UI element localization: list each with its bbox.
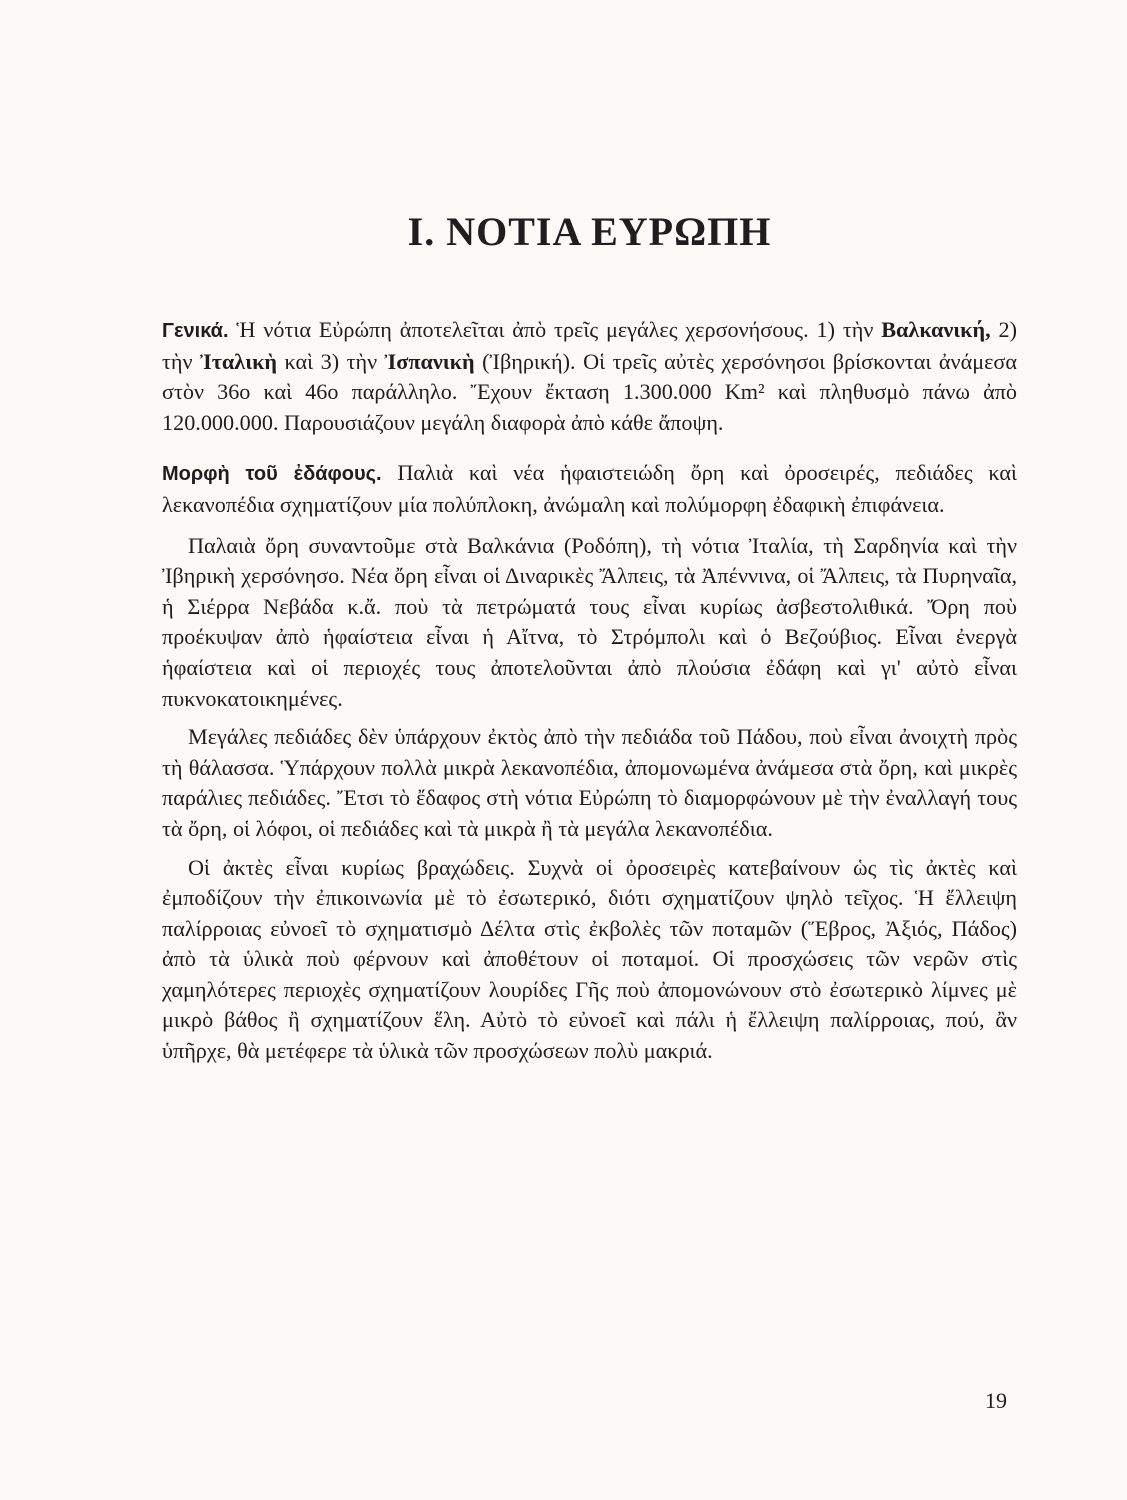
text-terrain: Παλιὰ καὶ νέα ἡφαιστειώδη ὄρη καὶ ὀροσειρές, πεδιάδες καὶ λεκανοπέδια σχηματίζουν μία πολύπλοκη, ἀνώμαλη καὶ πολύμορφη ἐδαφικὴ ἐπιφάνεια. xyxy=(162,460,1018,517)
paragraph-plains: Μεγάλες πεδιάδες δὲν ὑπάρχουν ἐκτὸς ἀπὸ τὴν πεδιάδα τοῦ Πάδου, ποὺ εἶναι ἀνοιχτὴ πρὸς τὴ θάλασσα. Ὑπάρχουν πολλὰ μικρὰ λεκανοπέδια, ἀπομονωμένα ἀνάμεσα στὰ ὄρη, καὶ μικρὲς παράλιες πεδιάδες. Ἔτσι τὸ ἔδαφος στὴ νότια Εὐρώπη τὸ διαμορφώνουν μὲ τὴν ἐναλλαγή τους τὰ ὄρη, οἱ λόφοι, οἱ πεδιάδες καὶ τὰ μικρὰ ἢ τὰ μεγάλα λεκανοπέδια. xyxy=(162,724,1017,841)
paragraph-mountains: Παλαιὰ ὄρη συναντοῦμε στὰ Βαλκάνια (Ροδόπη), τὴ νότια Ἰταλία, τὴ Σαρδηνία καὶ τὴν Ἰβηρικὴ χερσόνησο. Νέα ὄρη εἶναι οἱ Διναρικὲς Ἄλπεις, τὰ Ἀπέννινα, οἱ Ἄλπεις, τὰ Πυρηναῖα, ἡ Σιέρρα Νεβάδα κ.ἄ. ποὺ τὰ πετρώματά τους εἶναι κυρίως ἀσβεστολιθικά. Ὄρη ποὺ προέκυψαν ἀπὸ ἡφαίστεια εἶναι ἡ Αἴτνα, τὸ Στρόμπολι καὶ ὁ Βεζούβιος. Εἶναι ἐνεργὰ ἡφαίστεια καὶ οἱ περιοχές τους ἀποτελοῦνται ἀπὸ πλούσια ἐδάφη καὶ γι' αὐτὸ εἶναι πυκνοκατοικημένες. xyxy=(162,532,1017,711)
term-italian: Ἰταλικὴ xyxy=(200,348,277,374)
paragraph-general xyxy=(162,315,1017,438)
lead-general: Γενικά. xyxy=(162,320,229,342)
term-iberian: Ἰσπανικὴ xyxy=(384,348,475,374)
term-balkan: Βαλκανική, xyxy=(881,317,991,342)
lead-terrain: Μορφὴ τοῦ ἐδάφους. xyxy=(162,463,382,486)
page-number: 19 xyxy=(985,1388,1007,1413)
text-general-1: Ἡ νότια Εὐρώπη ἀποτελεῖται ἀπὸ τρεῖς μεγάλες χερσονήσους. 1) τὴν xyxy=(228,317,882,342)
body-text xyxy=(162,315,1017,1067)
paragraph-terrain xyxy=(162,458,1017,520)
paragraph-coasts: Οἱ ἀκτὲς εἶναι κυρίως βραχώδεις. Συχνὰ οἱ ὀροσειρὲς κατεβαίνουν ὡς τὶς ἀκτὲς καὶ ἐμποδίζουν τὴν ἐπικοινωνία μὲ τὸ ἐσωτερικό, διότι σχηματίζουν ψηλὸ τεῖχος. Ἡ ἔλλειψη παλίρροιας εὐνοεῖ τὸ σχηματισμὸ Δέλτα στὶς ἐκβολὲς τῶν ποταμῶν (Ἕβρος, Ἀξιός, Πάδος) ἀπὸ τὰ ὑλικὰ ποὺ φέρνουν καὶ ἀποθέτουν οἱ ποταμοί. Οἱ προσχώσεις τῶν νερῶν στὶς χαμηλότερες περιοχὲς σχηματίζουν λουρίδες Γῆς ποὺ ἀπομονώνουν στὸ ἐσωτερικὸ λίμνες μὲ μικρὸ βάθος ἢ σχηματίζουν ἕλη. Αὐτὸ τὸ εὐνοεῖ καὶ πάλι ἡ ἔλλειψη παλίρροιας, πού, ἂν ὑπῆρχε, θὰ μετέφερε τὰ ὑλικὰ τῶν προσχώσεων πολὺ μακριά. xyxy=(162,854,1017,1064)
document-page xyxy=(162,0,1017,1500)
text-general-3: καὶ 3) τὴν xyxy=(277,348,385,374)
text-general-2: 2) τὴν xyxy=(162,317,1017,374)
chapter-title: I. ΝΟΤΙΑ ΕΥΡΩΠΗ xyxy=(407,209,772,254)
text-general-4: (Ἰβηρική). Οἱ τρεῖς αὐτὲς χερσόνησοι βρίσκονται ἀνάμεσα στὸν 36ο καὶ 46ο παράλληλο. Ἔχουν ἔκταση 1.300.000 Km² καὶ πληθυσμὸ πάνω ἀπὸ 120.000.000. Παρουσιάζουν μεγάλη διαφορὰ ἀπὸ κάθε ἄποψη. xyxy=(162,348,1017,435)
